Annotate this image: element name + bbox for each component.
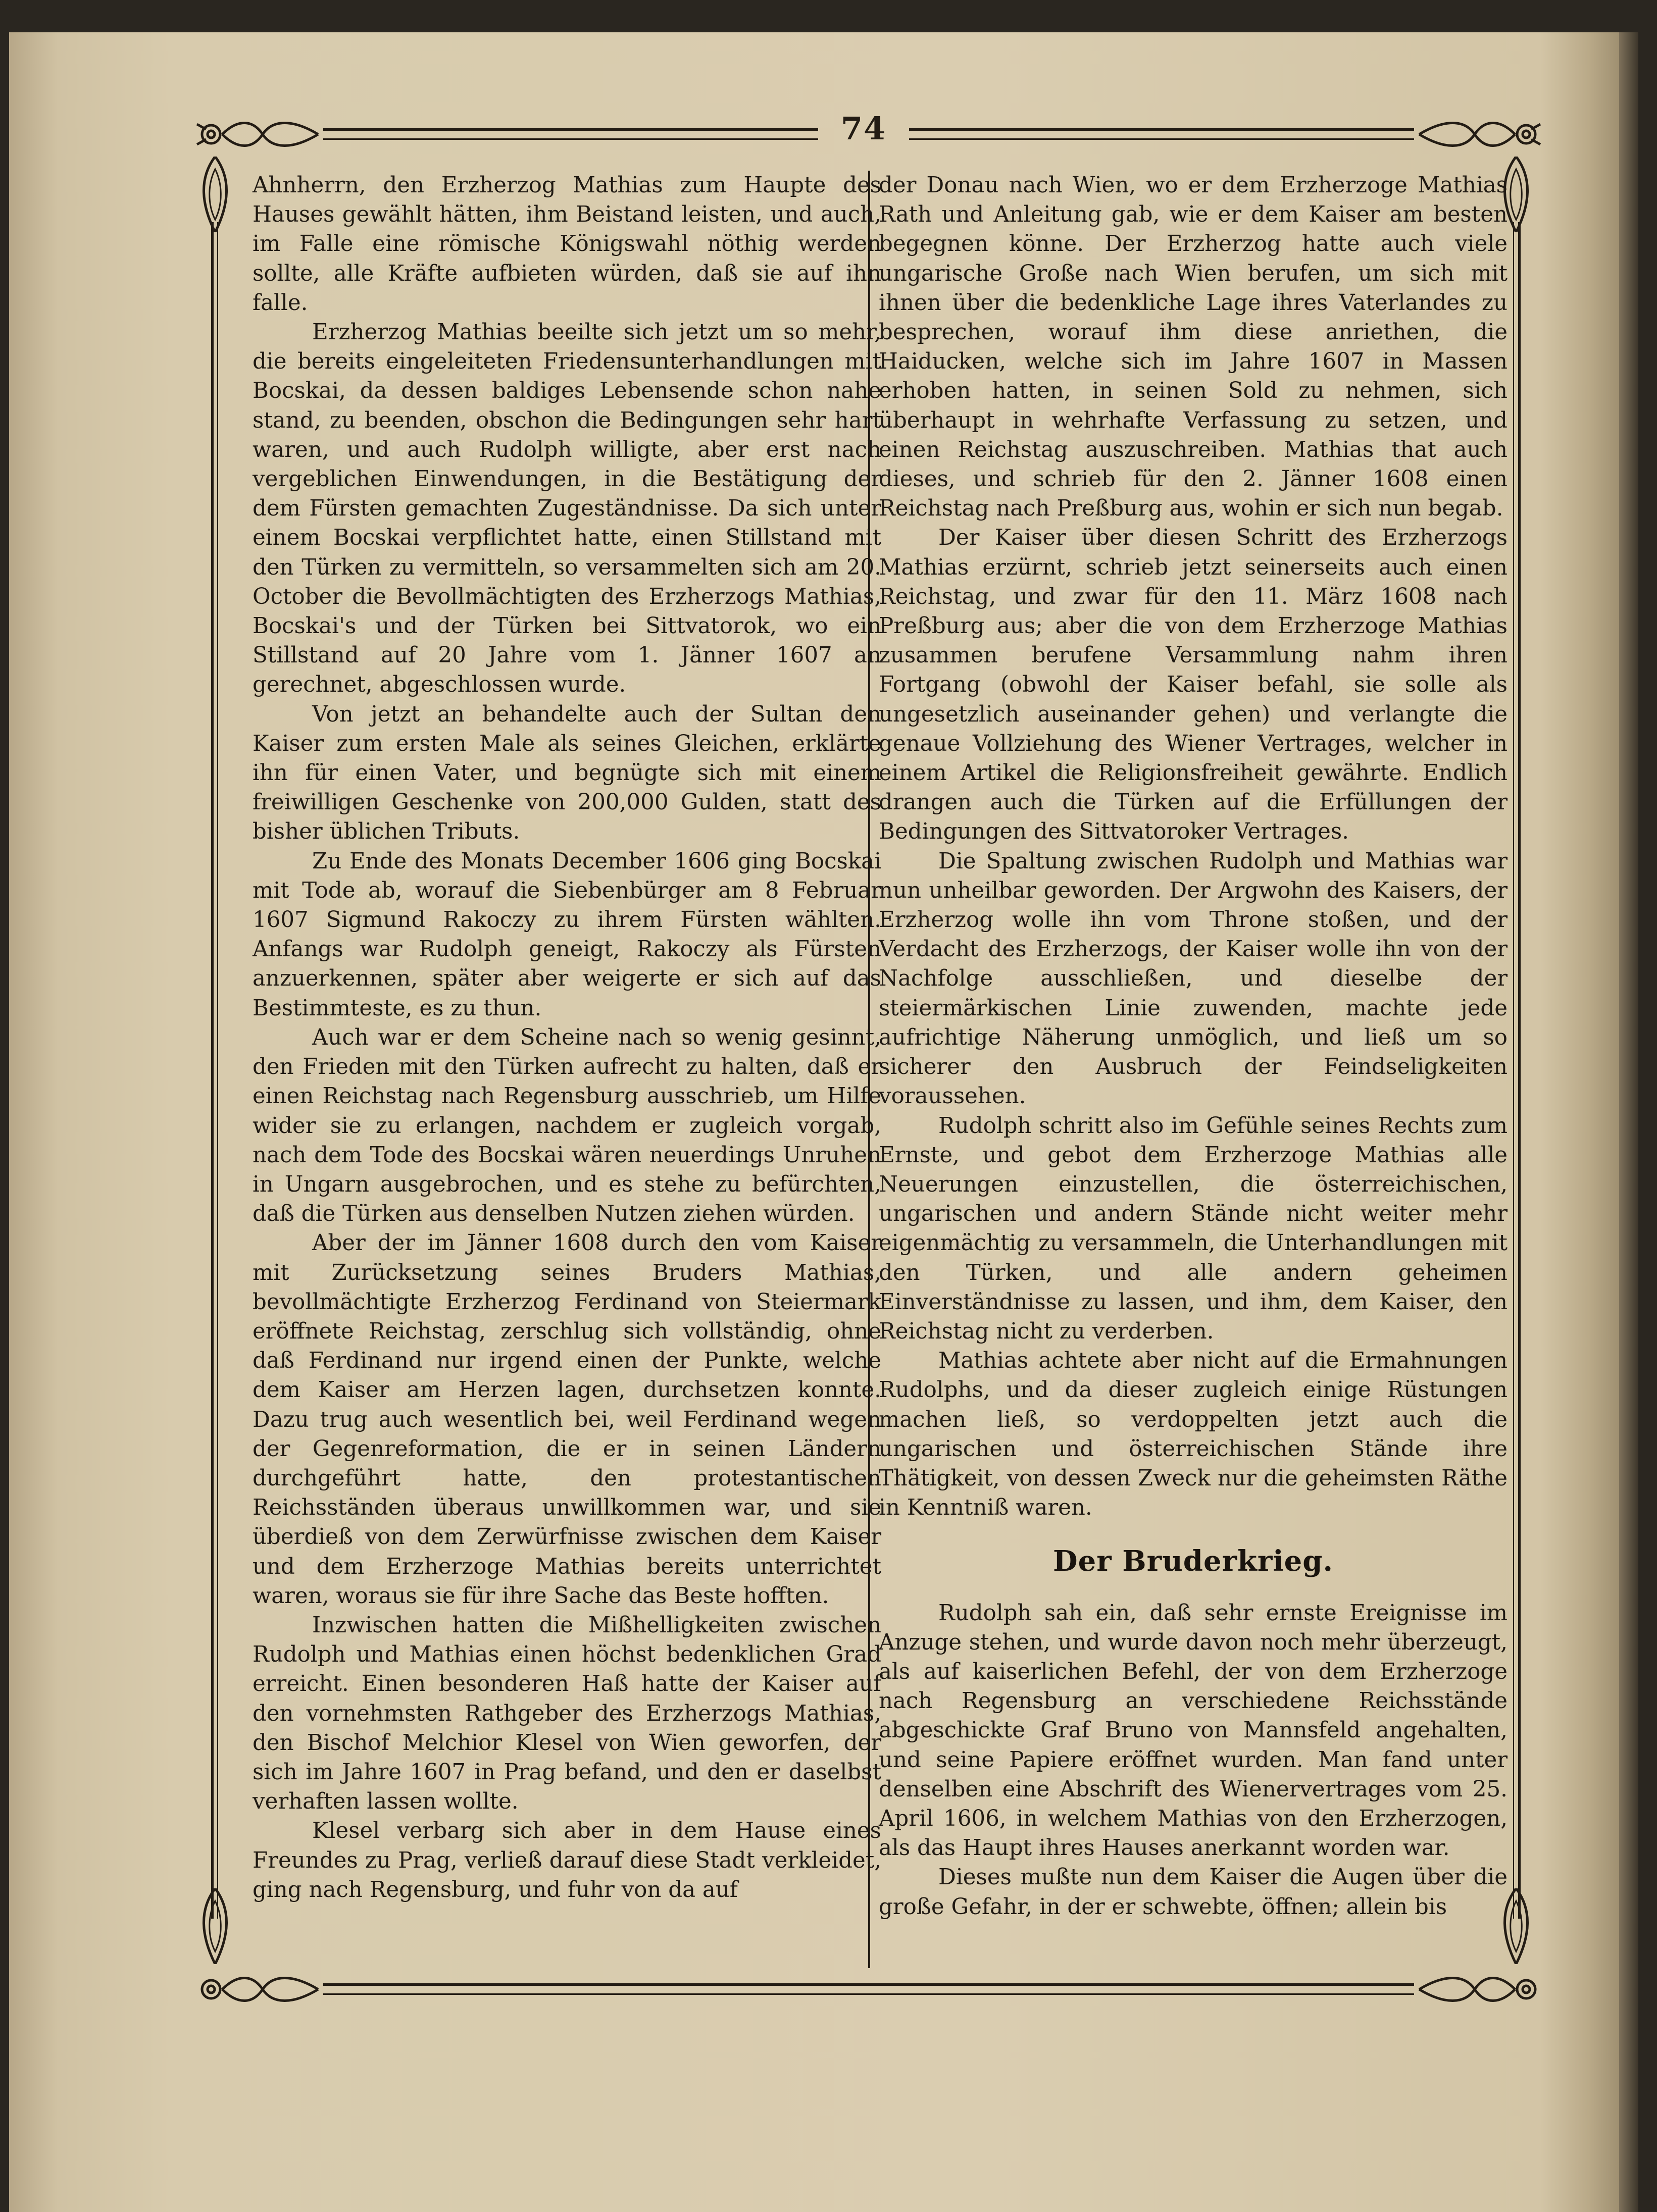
header-rule-left-top (323, 128, 818, 131)
paragraph: Rudolph sah ein, daß sehr ernste Ereignisse im Anzuge stehen, und wurde davon noch mehr überzeugt, als auf kaiserlichen Befehl, der von dem Erzherzoge nach Regensburg an verschiedene Reichsstände abgeschickte Graf Bruno von Mannsfeld angehalten, und seine Papiere eröffnet wurden. Man fand unter denselben eine Abschrift des Wienervertrages vom 25. April 1606, in welchem Mathias von den Erzherzogen, als das Haupt ihres Hauses anerkannt worden war. (879, 1600, 1508, 1861)
paragraph: Inzwischen hatten die Mißhelligkeiten zwischen Rudolph und Mathias einen höchst bedenklichen Grad erreicht. Einen besonderen Haß hatte der Kaiser auf den vornehmsten Rathgeber des Erzherzogs Mathias, den Bischof Melchior Klesel von Wien geworfen, der sich im Jahre 1607 in Prag befand, und den er daselbst verhaften lassen wollte. (253, 1612, 881, 1815)
left-column (253, 171, 881, 1905)
paragraph: Der Kaiser über diesen Schritt des Erzherzogs Mathias erzürnt, schrieb jetzt seinerseits auch einen Reichstag, und zwar für den 11. März 1608 nach Preßburg aus; aber die von dem Erzherzoge Mathias zusammen berufene Versammlung nahm ihren Fortgang (obwohl der Kaiser befahl, sie solle als ungesetzlich auseinander gehen) und verlangte die genaue Vollziehung des Wiener Vertrages, welcher in einem Artikel die Religionsfreiheit gewährte. Endlich drangen auch die Türken auf die Erfüllungen der Bedingungen des Sittvatoroker Vertrages. (879, 525, 1508, 845)
border-right-inner (1513, 222, 1514, 1919)
header-rule-left-bottom (323, 138, 818, 140)
border-left-inner (217, 222, 218, 1919)
header-rule-right-top (909, 128, 1414, 131)
border-right-outer (1518, 222, 1521, 1919)
paragraph: Mathias achtete aber nicht auf die Ermahnungen Rudolphs, und da dieser zugleich einige Rüstungen machen ließ, so verdoppelten jetzt auch die ungarischen und österreichischen Stände ihre Thätigkeit, von dessen Zweck nur die geheimsten Räthe in Kenntniß waren. (879, 1348, 1508, 1521)
paragraph: Aber der im Jänner 1608 durch den vom Kaiser mit Zurücksetzung seines Bruders Mathias, bevollmächtigte Erzherzog Ferdinand von Steiermark eröffnete Reichstag, zerschlug sich vollständig, ohne daß Ferdinand nur irgend einen der Punkte, welche dem Kaiser am Herzen lagen, durchsetzen konnte. Dazu trug auch wesentlich bei, weil Ferdinand wegen der Gegenreformation, die er in seinen Ländern durchgeführt hatte, den protestantischen Reichsständen überaus unwillkommen war, und sie überdieß von dem Zerwürfnisse zwischen dem Kaiser und dem Erzherzoge Mathias bereits unterrichtet waren, woraus sie für ihre Sache das Beste hofften. (253, 1230, 881, 1609)
paragraph: Rudolph schritt also im Gefühle seines Rechts zum Ernste, und gebot dem Erzherzoge Mathias alle Neuerungen einzustellen, die österreichischen, ungarischen und andern Stände nicht weiter mehr eigenmächtig zu versammeln, die Unterhandlungen mit den Türken, und alle andern geheimen Einverständnisse zu lassen, und ihm, dem Kaiser, den Reichstag nicht zu verderben. (879, 1113, 1508, 1344)
paragraph: Erzherzog Mathias beeilte sich jetzt um so mehr, die bereits eingeleiteten Friedensunterhandlungen mit Bocskai, da dessen baldiges Lebensende schon nahe stand, zu beenden, obschon die Bedingungen sehr hart waren, und auch Rudolph willigte, aber erst nach vergeblichen Einwendungen, in die Bestätigung der dem Fürsten gemachten Zugeständnisse. Da sich unter einem Bocskai verpflichtet hatte, einen Stillstand mit den Türken zu vermitteln, so versammelten sich am 20. October die Bevollmächtigten des Erzherzogs Mathias, Bocskai's und der Türken bei Sittvatorok, wo ein Stillstand auf 20 Jahre vom 1. Jänner 1607 an gerechnet, abgeschlossen wurde. (253, 320, 881, 698)
paragraph: Zu Ende des Monats December 1606 ging Bocskai mit Tode ab, worauf die Siebenbürger am 8 Februar 1607 Sigmund Rakoczy zu ihrem Fürsten wählten. Anfangs war Rudolph geneigt, Rakoczy als Fürsten anzuerkennen, später aber weigerte er sich auf das Bestimmteste, es zu thun. (253, 848, 881, 1021)
footer-rule-bottom (323, 1993, 1414, 1995)
corner-flourish-left-bottom-icon (195, 1888, 235, 1964)
footer-ornament-left-icon (192, 1969, 323, 2010)
right-column (879, 171, 1508, 1922)
paragraph: Ahnherrn, den Erzherzog Mathias zum Haupte des Hauses gewählt hätten, ihm Beistand leisten, und auch, im Falle eine römische Königswahl nöthig werden sollte, alle Kräfte aufbieten würden, daß sie auf ihn falle. (253, 173, 881, 316)
section-heading: Der Bruderkrieg. (1053, 1545, 1333, 1578)
footer-ornament-right-icon (1414, 1969, 1545, 2010)
header-rule-right-bottom (909, 138, 1414, 140)
paragraph: der Donau nach Wien, wo er dem Erzherzoge Mathias Rath und Anleitung gab, wie er dem Kaiser am besten begegnen könne. Der Erzherzog hatte auch viele ungarische Große nach Wien berufen, um sich mit ihnen über die bedenkliche Lage ihres Vaterlandes zu besprechen, worauf ihm diese anriethen, die Haiducken, welche sich im Jahre 1607 in Massen erhoben hatten, in seinen Sold zu nehmen, sich überhaupt in wehrhafte Verfassung zu setzen, und einen Reichstag auszuschreiben. Mathias that auch dieses, und schrieb für den 2. Jänner 1608 einen Reichstag nach Preßburg aus, wohin er sich nun begab. (879, 173, 1508, 522)
paragraph: Klesel verbarg sich aber in dem Hause eines Freundes zu Prag, verließ darauf diese Stadt verkleidet, ging nach Regensburg, und fuhr von da auf (253, 1818, 881, 1902)
page-number: 74 (840, 110, 887, 147)
header-ornament-left-icon (192, 114, 323, 155)
paragraph: Dieses mußte nun dem Kaiser die Augen über die große Gefahr, in der er schwebte, öffnen; allein bis (879, 1865, 1508, 1920)
paragraph: Auch war er dem Scheine nach so wenig gesinnt, den Frieden mit den Türken aufrecht zu halten, daß er einen Reichstag nach Regensburg ausschrieb, um Hilfe wider sie zu erlangen, nachdem er zugleich vorgab, nach dem Tode des Bocskai wären neuerdings Unruhen in Ungarn ausgebrochen, und es stehe zu befürchten, daß die Türken aus denselben Nutzen ziehen würden. (253, 1024, 881, 1227)
paragraph: Von jetzt an behandelte auch der Sultan den Kaiser zum ersten Male als seines Gleichen, erklärte ihn für einen Vater, und begnügte sich mit einem freiwilligen Geschenke von 200,000 Gulden, statt des bisher üblichen Tributs. (253, 701, 881, 845)
border-left-outer (211, 222, 214, 1919)
footer-rule-top (323, 1983, 1414, 1986)
header-ornament-right-icon (1414, 114, 1545, 155)
corner-flourish-left-top-icon (195, 157, 235, 232)
page-binding-edge (1619, 32, 1638, 2212)
paragraph: Die Spaltung zwischen Rudolph und Mathias war nun unheilbar geworden. Der Argwohn des Kaisers, der Erzherzog wolle ihn vom Throne stoßen, und der Verdacht des Erzherzogs, der Kaiser wolle ihn von der Nachfolge ausschließen, und dieselbe der steiermärkischen Linie zuwenden, machte jede aufrichtige Näherung unmöglich, und ließ um so sicherer den Ausbruch der Feindseligkeiten voraussehen. (879, 848, 1508, 1109)
